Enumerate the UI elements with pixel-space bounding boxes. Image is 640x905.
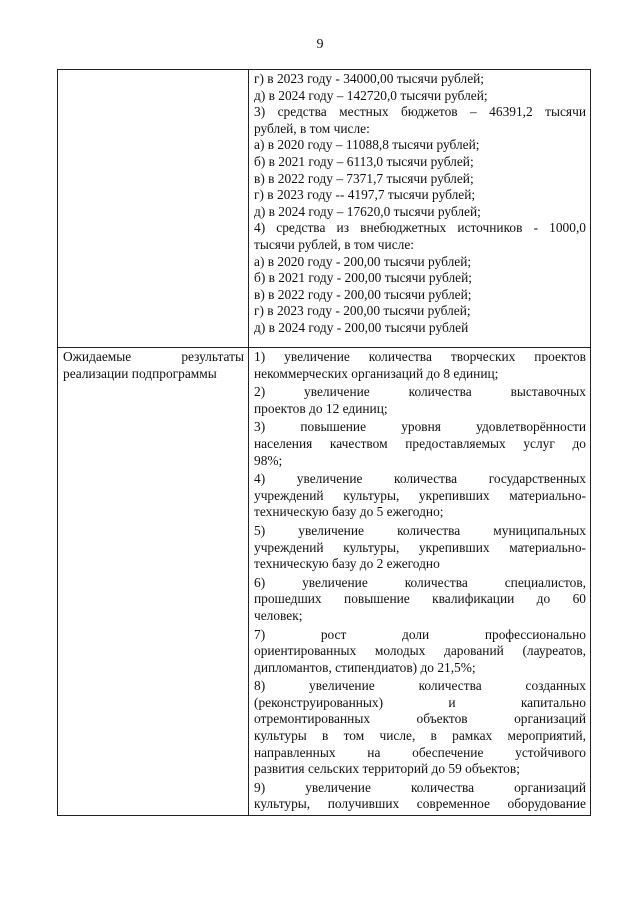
result-line: (реконструированных) и капитально [254, 694, 586, 710]
page-number: 9 [316, 37, 324, 52]
result-line: некоммерческих организаций до 8 единиц; [254, 365, 499, 381]
result-item [254, 471, 586, 521]
result-line: 5) увеличение количества муниципальных [254, 522, 586, 538]
result-line: 7) рост доли профессионально [254, 626, 586, 642]
result-item [254, 678, 586, 778]
result-line: развития сельских территорий до 59 объектов; [254, 761, 520, 777]
funding-line: рублей, в том числе: [254, 120, 370, 136]
result-item [254, 627, 586, 677]
funding-line: г) в 2023 году - 34000,00 тысячи рублей; [254, 71, 485, 86]
funding-line: в) в 2022 году - 200,00 тысячи рублей; [254, 286, 472, 302]
result-line: 3) повышение уровня удовлетворённости [254, 419, 586, 435]
result-item [254, 575, 586, 625]
result-line: 6) увеличение количества специалистов, [254, 574, 586, 590]
funding-line: 3) средства местных бюджетов – 46391,2 тысячи [254, 104, 586, 120]
result-line: 98%; [254, 452, 283, 468]
funding-label-cell [58, 70, 249, 348]
result-item [254, 419, 586, 469]
funding-line: 4) средства из внебюджетных источников - 1000,0 [254, 220, 586, 236]
result-line: дипломантов, стипендиатов) до 21,5%; [254, 659, 476, 675]
result-line: культуры в том числе, в рамках мероприятий, [254, 728, 586, 744]
result-line: отремонтированных объектов организаций [254, 711, 586, 727]
result-line: 9) увеличение количества организаций [254, 779, 586, 795]
results-content-cell [249, 348, 591, 816]
table-row-funding [58, 70, 591, 348]
result-line: проектов до 12 единиц; [254, 400, 388, 416]
result-line: населения качеством предоставляемых услуг до [254, 435, 586, 451]
result-line: техническую базу до 2 ежегодно [254, 556, 440, 572]
result-line: 2) увеличение количества выставочных [254, 384, 586, 400]
funding-line: в) в 2022 году – 7371,7 тысячи рублей; [254, 170, 474, 186]
result-item [254, 780, 586, 813]
result-line: учреждений культуры, укрепивших материально- [254, 539, 586, 555]
result-line: техническую базу до 5 ежегодно; [254, 504, 444, 520]
result-line: 8) увеличение количества созданных [254, 678, 586, 694]
result-line: человек; [254, 607, 303, 623]
results-label-cell [58, 348, 249, 816]
funding-line: д) в 2024 году – 17620,0 тысячи рублей; [254, 203, 481, 219]
result-line: учреждений культуры, укрепивших материально- [254, 487, 586, 503]
result-line: ориентированных молодых дарований (лауреатов, [254, 643, 586, 659]
document-table [57, 69, 591, 816]
results-label-line: реализации подпрограммы [63, 365, 217, 381]
funding-line: г) в 2023 году - 200,00 тысячи рублей; [254, 303, 471, 319]
funding-line: д) в 2024 году – 142720,0 тысячи рублей; [254, 87, 488, 103]
funding-line: б) в 2021 году – 6113,0 тысячи рублей; [254, 153, 474, 169]
table-row-results [58, 348, 591, 816]
funding-line: б) в 2021 году - 200,00 тысячи рублей; [254, 270, 472, 286]
funding-line: г) в 2023 году -- 4197,7 тысячи рублей; [254, 187, 476, 203]
result-item [254, 384, 586, 417]
result-line: прошедших повышение квалификации до 60 [254, 591, 586, 607]
result-item [254, 349, 586, 382]
result-line: 4) увеличение количества государственных [254, 471, 586, 487]
result-line: направленных на обеспечение устойчивого [254, 744, 586, 760]
funding-line: а) в 2020 году - 200,00 тысячи рублей; [254, 253, 472, 269]
funding-line: д) в 2024 году - 200,00 тысячи рублей [254, 319, 469, 335]
funding-line: а) в 2020 году – 11088,8 тысячи рублей; [254, 137, 480, 153]
results-label-line: Ожидаемые результаты [63, 349, 244, 364]
result-item [254, 523, 586, 573]
result-line: 1) увеличение количества творческих проектов [254, 349, 586, 364]
result-line: культуры, получивших современное оборудование [254, 796, 586, 812]
funding-line: тысячи рублей, в том числе: [254, 236, 415, 252]
funding-content-cell [249, 70, 591, 348]
